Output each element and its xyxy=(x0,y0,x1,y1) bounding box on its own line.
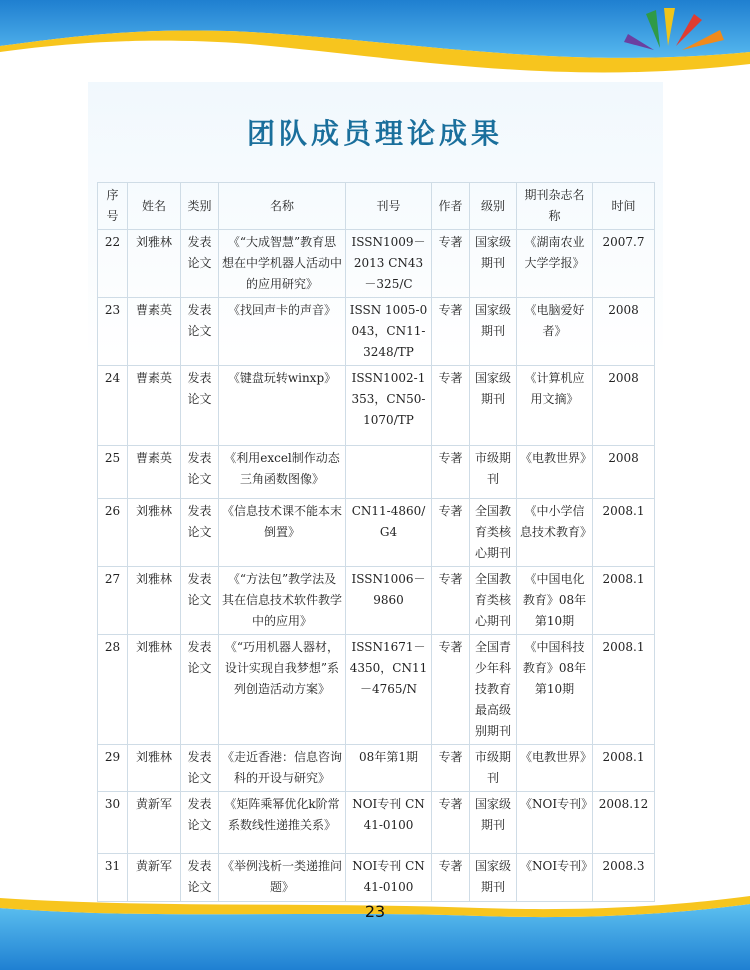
issn xyxy=(346,446,432,499)
category: 发表论文 xyxy=(181,298,219,366)
paper-title: 《矩阵乘幂优化k阶常系数线性递推关系》 xyxy=(219,792,346,854)
author-type: 专著 xyxy=(432,854,470,902)
header-cell: 作者 xyxy=(432,183,470,230)
level: 国家级期刊 xyxy=(470,792,517,854)
level: 国家级期刊 xyxy=(470,366,517,446)
header-cell: 刊号 xyxy=(346,183,432,230)
row-number: 27 xyxy=(98,567,128,635)
author-type: 专著 xyxy=(432,230,470,298)
paper-title: 《举例浅析一类递推问题》 xyxy=(219,854,346,902)
issn: CN11-4860/G4 xyxy=(346,499,432,567)
paper-title: 《“方法包”教学法及其在信息技术软件教学中的应用》 xyxy=(219,567,346,635)
date: 2008 xyxy=(593,446,655,499)
header-cell: 期刊杂志名称 xyxy=(517,183,593,230)
category: 发表论文 xyxy=(181,499,219,567)
header-cell: 名称 xyxy=(219,183,346,230)
category: 发表论文 xyxy=(181,230,219,298)
paper-title: 《信息技术课不能本末倒置》 xyxy=(219,499,346,567)
results-table xyxy=(97,182,655,902)
paper-title: 《键盘玩转winxp》 xyxy=(219,366,346,446)
level: 全国青少年科技教育最高级别期刊 xyxy=(470,635,517,745)
page-title: 团队成员理论成果 xyxy=(246,117,503,150)
date: 2007.7 xyxy=(593,230,655,298)
header-cell: 序号 xyxy=(98,183,128,230)
journal-name: 《电教世界》 xyxy=(517,745,593,792)
category: 发表论文 xyxy=(181,446,219,499)
date: 2008.1 xyxy=(593,745,655,792)
author-type: 专著 xyxy=(432,446,470,499)
date: 2008.1 xyxy=(593,499,655,567)
table-row xyxy=(98,567,655,635)
table-row xyxy=(98,499,655,567)
author-type: 专著 xyxy=(432,567,470,635)
paper-title: 《找回声卡的声音》 xyxy=(219,298,346,366)
author-name: 刘雅林 xyxy=(128,499,181,567)
author-name: 曹素英 xyxy=(128,298,181,366)
level: 市级期刊 xyxy=(470,745,517,792)
table-header-row xyxy=(98,183,655,230)
level: 国家级期刊 xyxy=(470,854,517,902)
row-number: 29 xyxy=(98,745,128,792)
issn: ISSN1009－2013 CN43－325/C xyxy=(346,230,432,298)
category: 发表论文 xyxy=(181,366,219,446)
level: 国家级期刊 xyxy=(470,230,517,298)
author-type: 专著 xyxy=(432,792,470,854)
table-row xyxy=(98,366,655,446)
table-row xyxy=(98,792,655,854)
paper-title: 《走近香港：信息咨询科的开设与研究》 xyxy=(219,745,346,792)
category: 发表论文 xyxy=(181,792,219,854)
journal-name: 《计算机应用文摘》 xyxy=(517,366,593,446)
bottom-decorative-band xyxy=(0,880,750,970)
level: 国家级期刊 xyxy=(470,298,517,366)
author-type: 专著 xyxy=(432,635,470,745)
author-name: 刘雅林 xyxy=(128,567,181,635)
category: 发表论文 xyxy=(181,567,219,635)
row-number: 26 xyxy=(98,499,128,567)
author-type: 专著 xyxy=(432,366,470,446)
table-row xyxy=(98,298,655,366)
row-number: 24 xyxy=(98,366,128,446)
journal-name: 《NOI专刊》 xyxy=(517,792,593,854)
row-number: 31 xyxy=(98,854,128,902)
journal-name: 《中小学信息技术教育》 xyxy=(517,499,593,567)
category: 发表论文 xyxy=(181,745,219,792)
category: 发表论文 xyxy=(181,635,219,745)
header-cell: 级别 xyxy=(470,183,517,230)
author-name: 黄新军 xyxy=(128,854,181,902)
header-cell: 时间 xyxy=(593,183,655,230)
header-cell: 姓名 xyxy=(128,183,181,230)
author-name: 黄新军 xyxy=(128,792,181,854)
level: 全国教育类核心期刊 xyxy=(470,499,517,567)
table-row xyxy=(98,745,655,792)
level: 市级期刊 xyxy=(470,446,517,499)
author-type: 专著 xyxy=(432,745,470,792)
paper-title: 《利用excel制作动态三角函数图像》 xyxy=(219,446,346,499)
row-number: 23 xyxy=(98,298,128,366)
issn: NOI专刊 CN41-0100 xyxy=(346,792,432,854)
issn: ISSN1002-1353，CN50-1070/TP xyxy=(346,366,432,446)
row-number: 22 xyxy=(98,230,128,298)
author-type: 专著 xyxy=(432,298,470,366)
author-name: 曹素英 xyxy=(128,446,181,499)
date: 2008 xyxy=(593,366,655,446)
header-cell: 类别 xyxy=(181,183,219,230)
date: 2008 xyxy=(593,298,655,366)
date: 2008.3 xyxy=(593,854,655,902)
issn: 08年第1期 xyxy=(346,745,432,792)
author-type: 专著 xyxy=(432,499,470,567)
date: 2008.1 xyxy=(593,567,655,635)
row-number: 28 xyxy=(98,635,128,745)
row-number: 25 xyxy=(98,446,128,499)
issn: ISSN 1005-0043，CN11-3248/TP xyxy=(346,298,432,366)
author-name: 刘雅林 xyxy=(128,745,181,792)
date: 2008.12 xyxy=(593,792,655,854)
paper-title: 《“巧用机器人器材，设计实现自我梦想”系列创造活动方案》 xyxy=(219,635,346,745)
author-name: 曹素英 xyxy=(128,366,181,446)
journal-name: 《中国电化教育》08年第10期 xyxy=(517,567,593,635)
journal-name: 《电教世界》 xyxy=(517,446,593,499)
table-row xyxy=(98,446,655,499)
author-name: 刘雅林 xyxy=(128,635,181,745)
level: 全国教育类核心期刊 xyxy=(470,567,517,635)
table-row xyxy=(98,635,655,745)
row-number: 30 xyxy=(98,792,128,854)
issn: NOI专刊 CN41-0100 xyxy=(346,854,432,902)
author-name: 刘雅林 xyxy=(128,230,181,298)
journal-name: 《电脑爱好者》 xyxy=(517,298,593,366)
paper-title: 《“大成智慧”教育思想在中学机器人活动中的应用研究》 xyxy=(219,230,346,298)
journal-name: 《中国科技教育》08年第10期 xyxy=(517,635,593,745)
date: 2008.1 xyxy=(593,635,655,745)
page-number: 23 xyxy=(364,902,386,921)
category: 发表论文 xyxy=(181,854,219,902)
journal-name: 《湖南农业大学学报》 xyxy=(517,230,593,298)
issn: ISSN1006－9860 xyxy=(346,567,432,635)
issn: ISSN1671－4350，CN11－4765/N xyxy=(346,635,432,745)
table-row xyxy=(98,230,655,298)
journal-name: 《NOI专刊》 xyxy=(517,854,593,902)
